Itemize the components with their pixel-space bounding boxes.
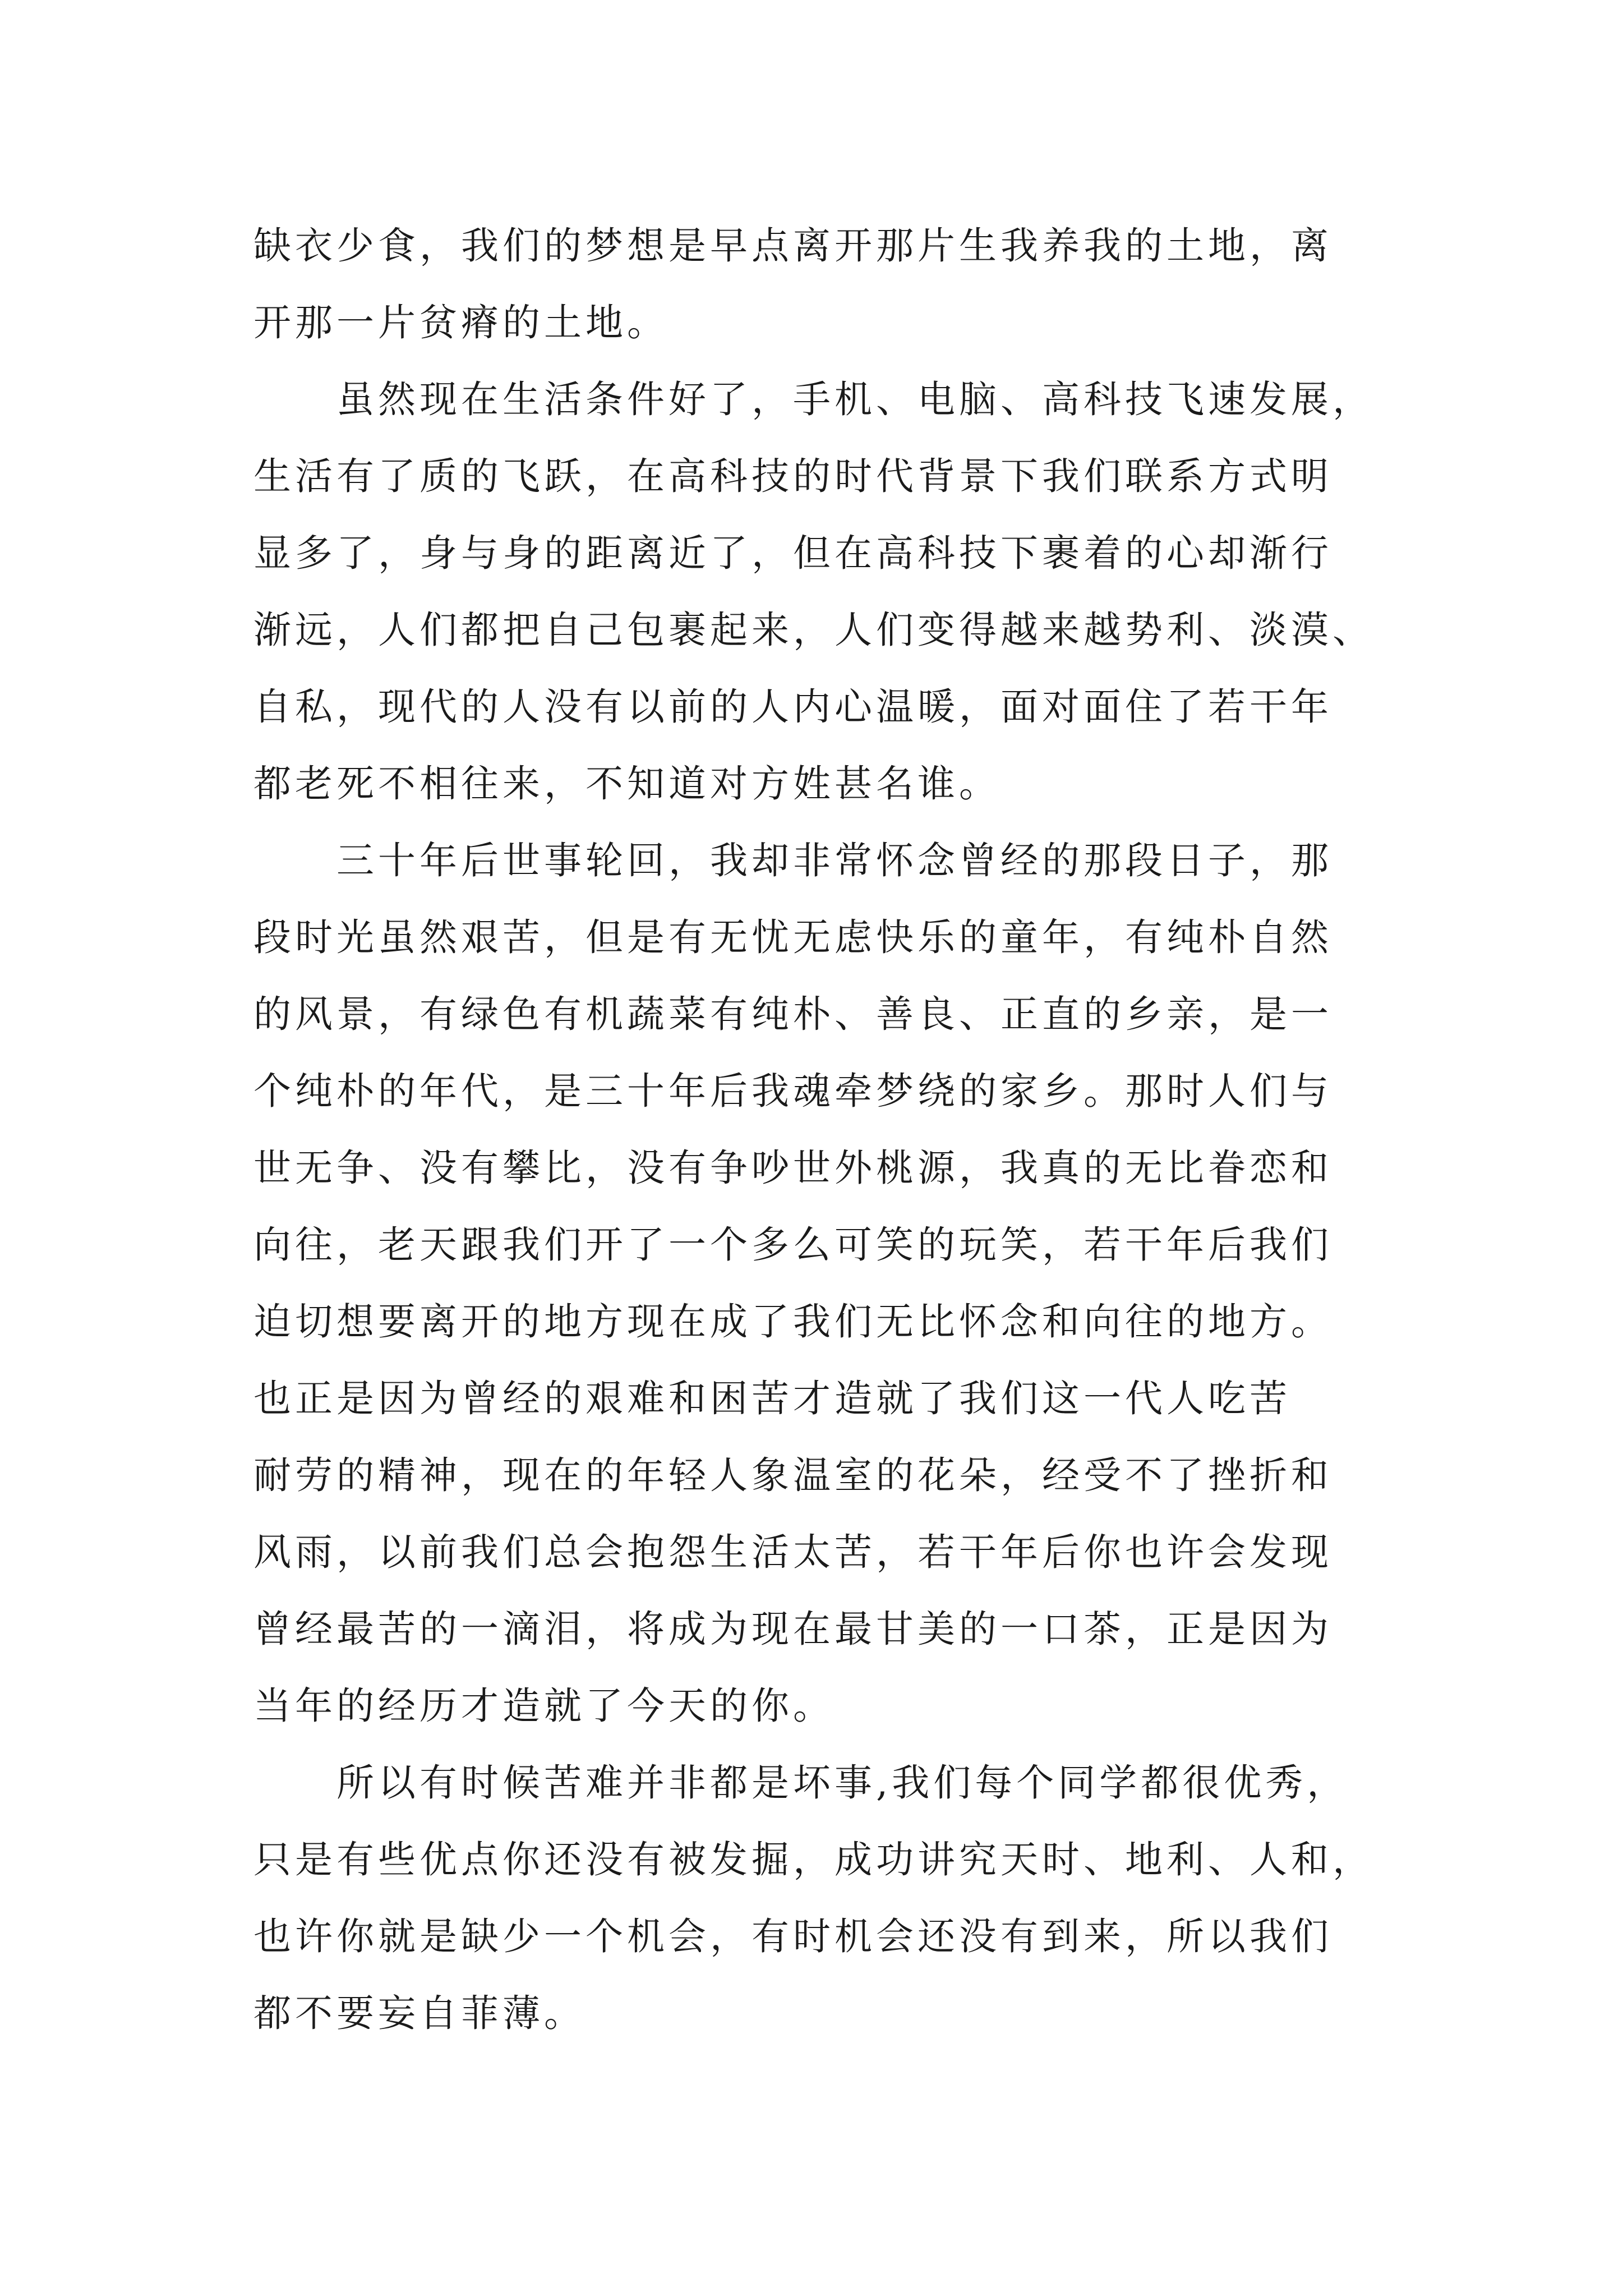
document-body [253, 208, 1389, 2052]
paragraph-start-line: 虽然现在生活条件好了，手机、电脑、高科技飞速发展， [336, 378, 1374, 421]
text-line: 风雨，以前我们总会抱怨生活太苦，若干年后你也许会发现 [253, 1530, 1332, 1574]
text-line: 渐远，人们都把自己包裹起来，人们变得越来越势利、淡漠、 [253, 608, 1374, 652]
text-line: 缺衣少食，我们的梦想是早点离开那片生我养我的土地，离 [253, 224, 1332, 268]
text-line: 世无争、没有攀比，没有争吵世外桃源，我真的无比眷恋和 [253, 1146, 1332, 1190]
text-line: 自私，现代的人没有以前的人内心温暖，面对面住了若干年 [253, 685, 1332, 729]
text-line: 当年的经历才造就了今天的你。 [253, 1684, 834, 1728]
text-line: 都不要妄自菲薄。 [253, 1991, 585, 2035]
text-line: 曾经最苦的一滴泪，将成为现在最甘美的一口茶，正是因为 [253, 1607, 1332, 1651]
paragraph-start-line: 所以有时候苦难并非都是坏事,我们每个同学都很优秀， [336, 1761, 1349, 1805]
text-line: 也许你就是缺少一个机会，有时机会还没有到来，所以我们 [253, 1915, 1332, 1958]
text-line: 也正是因为曾经的艰难和困苦才造就了我们这一代人吃苦 [253, 1377, 1291, 1420]
text-line: 开那一片贫瘠的土地。 [253, 301, 668, 344]
paragraph-start-line: 三十年后世事轮回，我却非常怀念曾经的那段日子，那 [336, 839, 1332, 882]
text-line: 都老死不相往来，不知道对方姓甚名谁。 [253, 762, 1000, 806]
text-line: 个纯朴的年代，是三十年后我魂牵梦绕的家乡。那时人们与 [253, 1069, 1332, 1113]
text-line: 只是有些优点你还没有被发掘，成功讲究天时、地利、人和， [253, 1838, 1374, 1881]
text-line: 的风景，有绿色有机蔬菜有纯朴、善良、正直的乡亲，是一 [253, 992, 1332, 1036]
text-line: 显多了，身与身的距离近了，但在高科技下裹着的心却渐行 [253, 531, 1332, 575]
text-line: 向往，老天跟我们开了一个多么可笑的玩笑，若干年后我们 [253, 1223, 1332, 1267]
text-line: 段时光虽然艰苦，但是有无忧无虑快乐的童年，有纯朴自然 [253, 915, 1332, 959]
text-line: 耐劳的精神，现在的年轻人象温室的花朵，经受不了挫折和 [253, 1453, 1332, 1497]
text-line: 迫切想要离开的地方现在成了我们无比怀念和向往的地方。 [253, 1300, 1332, 1343]
text-line: 生活有了质的飞跃，在高科技的时代背景下我们联系方式明 [253, 454, 1332, 498]
